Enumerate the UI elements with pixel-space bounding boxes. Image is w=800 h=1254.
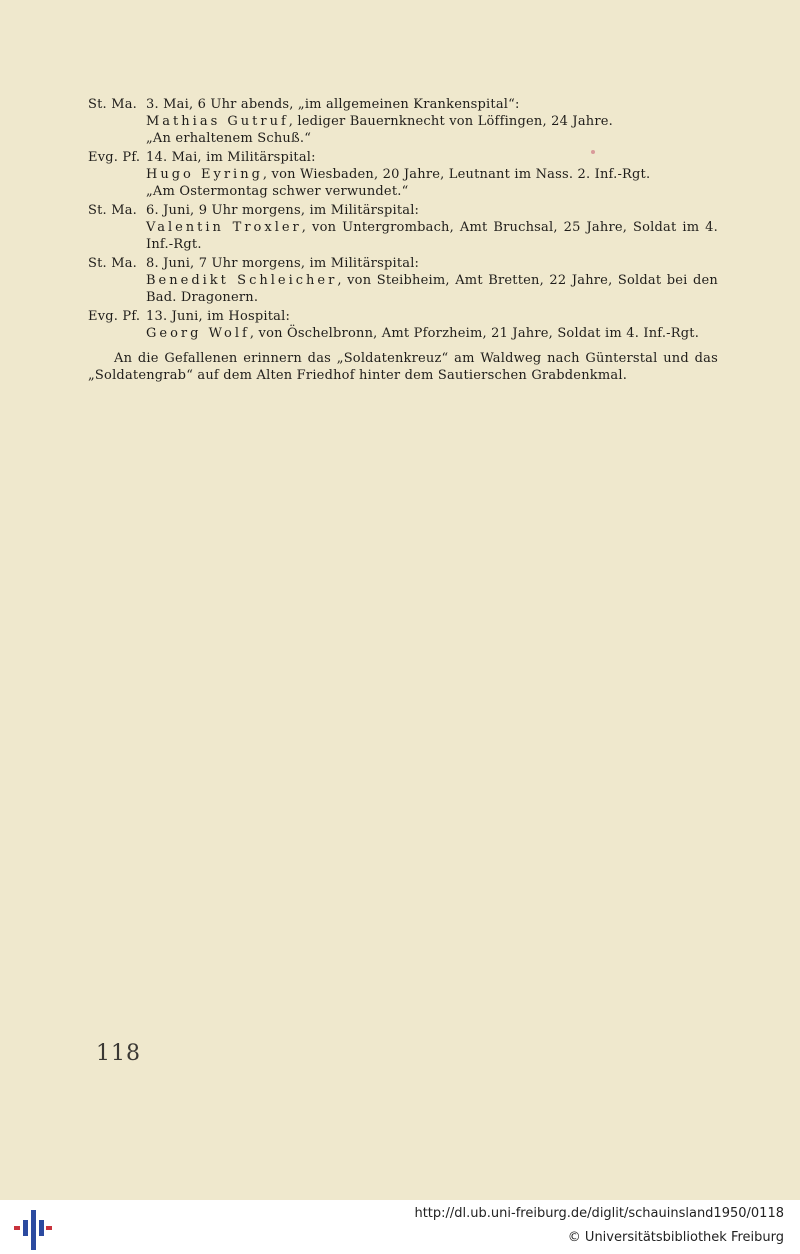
entry-person <box>88 113 718 130</box>
memorial-paragraph: An die Gefallenen erinnern das „Soldatenkreuz“ am Waldweg nach Günterstal und das „Soldatengrab“ auf dem Alten Friedhof hinter dem Sautierschen Grabdenkmal. <box>88 351 718 383</box>
entry-person <box>88 219 718 253</box>
person-details: , lediger Bauernknecht von Löffingen, 24 Jahre. <box>288 114 614 129</box>
entry-note: „Am Ostermontag schwer verwundet.“ <box>146 184 409 199</box>
entry-date-line: 6. Juni, 9 Uhr morgens, im Militärspital: <box>146 203 420 218</box>
register-entry <box>88 96 718 147</box>
copyright-notice: © Universitätsbibliothek Freiburg <box>567 1230 784 1245</box>
entry-prefix: St. Ma. <box>88 97 137 112</box>
library-logo-icon <box>12 1206 52 1250</box>
person-details: , von Untergrombach, Amt Bruchsal, 25 Jahre, Soldat im 4. Inf.-Rgt. <box>146 220 718 252</box>
person-details: , von Wiesbaden, 20 Jahre, Leutnant im Nass. 2. Inf.-Rgt. <box>262 167 651 182</box>
register-entry <box>88 149 718 200</box>
entry-person <box>88 325 718 342</box>
entry-date-line: 13. Juni, im Hospital: <box>146 309 291 324</box>
entry-person <box>88 166 718 183</box>
person-name: Mathias Gutruf <box>146 114 289 129</box>
register-entry <box>88 308 718 342</box>
person-name: Valentin Troxler <box>146 220 302 235</box>
entry-date-line: 14. Mai, im Militärspital: <box>146 150 316 165</box>
entry-prefix: St. Ma. <box>88 203 137 218</box>
person-name: Hugo Eyring <box>146 167 263 182</box>
person-name: Georg Wolf <box>146 326 250 341</box>
entry-date-line: 3. Mai, 6 Uhr abends, „im allgemeinen Krankenspital“: <box>146 97 520 112</box>
library-footer <box>0 1200 800 1254</box>
entry-date-line: 8. Juni, 7 Uhr morgens, im Militärspital: <box>146 256 420 271</box>
entry-prefix: St. Ma. <box>88 256 137 271</box>
page-number: 118 <box>96 1041 141 1066</box>
entry-prefix: Evg. Pf. <box>88 309 141 324</box>
register-entry <box>88 255 718 306</box>
register-entry <box>88 202 718 253</box>
entry-note: „An erhaltenem Schuß.“ <box>146 131 312 146</box>
permalink-url[interactable]: http://dl.ub.uni-freiburg.de/diglit/schauinsland1950/0118 <box>414 1206 784 1221</box>
person-details: , von Steibheim, Amt Bretten, 22 Jahre, Soldat bei den Bad. Dragonern. <box>146 273 718 305</box>
person-name: Benedikt Schleicher <box>146 273 338 288</box>
death-register-entries <box>88 96 718 397</box>
entry-person <box>88 272 718 306</box>
person-details: , von Öschelbronn, Amt Pforzheim, 21 Jahre, Soldat im 4. Inf.-Rgt. <box>249 326 700 341</box>
entry-prefix: Evg. Pf. <box>88 150 141 165</box>
